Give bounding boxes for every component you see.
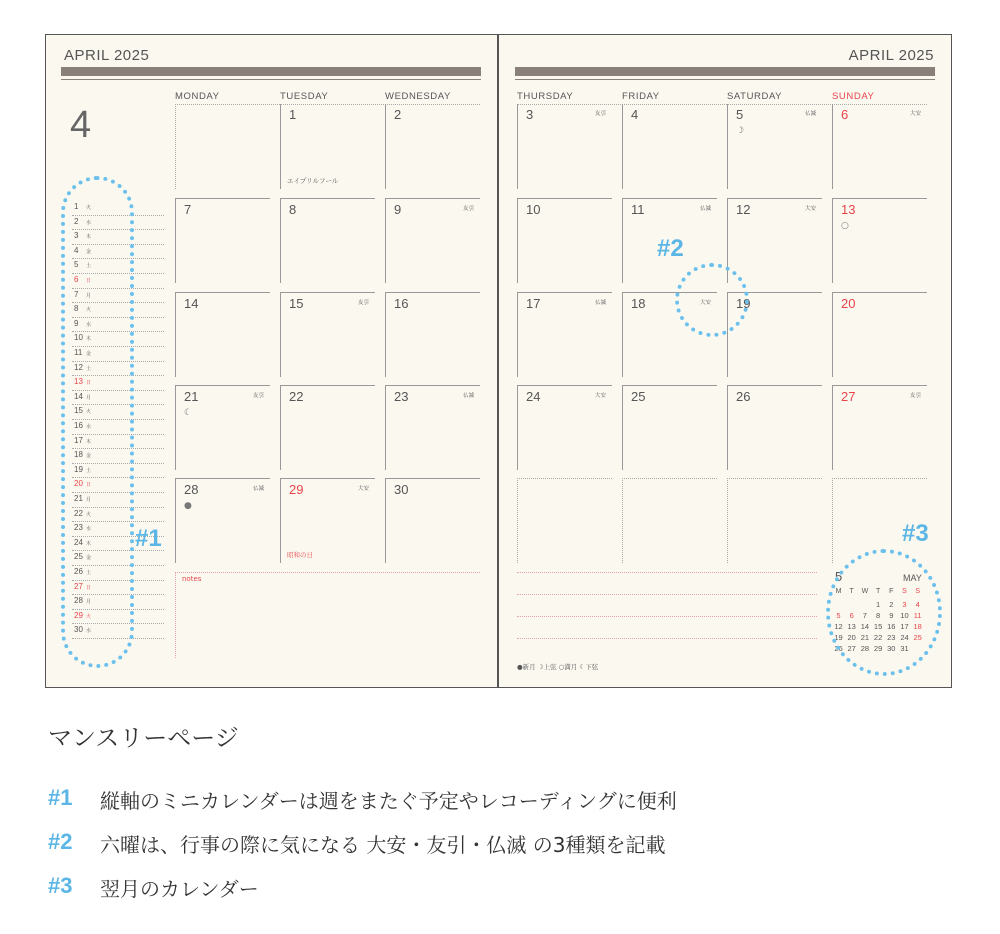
- day-number: 23: [394, 389, 409, 404]
- callout-ring-1: [61, 176, 134, 668]
- next-month-date: 9: [889, 611, 894, 620]
- day-number: 14: [184, 296, 199, 311]
- day-cell: [175, 292, 270, 377]
- day-cell: [175, 385, 270, 470]
- next-month-date: 30: [887, 644, 896, 653]
- notes-line-4: [517, 638, 817, 639]
- next-month-name: MAY: [903, 573, 922, 583]
- rokuyo-label: 大安: [357, 486, 369, 492]
- next-month-date: 10: [900, 611, 909, 620]
- next-month-date: 18: [913, 622, 922, 631]
- next-month-date: 27: [847, 644, 856, 653]
- day-number: 9: [394, 202, 402, 217]
- notes-label: notes: [182, 575, 202, 583]
- rokuyo-label: 仏滅: [594, 300, 606, 306]
- moon-phase-icon: ○: [841, 221, 849, 231]
- next-month-date: 23: [887, 633, 896, 642]
- mini-calendar-weekday: 水: [86, 628, 92, 635]
- next-month-date: 31: [900, 644, 909, 653]
- next-month-date: 5: [836, 611, 841, 620]
- mini-calendar-date: 4: [74, 245, 79, 255]
- day-number: 8: [289, 202, 297, 217]
- mini-calendar-weekday: 火: [86, 511, 92, 518]
- day-number: 26: [736, 389, 751, 404]
- mini-calendar-date: 9: [74, 318, 79, 328]
- mini-calendar-weekday: 水: [86, 321, 92, 328]
- weekday-monday: MONDAY: [175, 91, 220, 102]
- day-cell: [175, 478, 270, 563]
- next-month-dow: W: [861, 588, 869, 595]
- mini-calendar-date: 24: [74, 537, 83, 547]
- weekday-tuesday: TUESDAY: [280, 91, 329, 102]
- callout-ring-2: [675, 263, 749, 337]
- day-number: 15: [289, 296, 304, 311]
- mini-calendar-date: 1: [74, 202, 79, 211]
- day-cell: [175, 198, 270, 283]
- day-cell: [727, 198, 822, 283]
- day-cell: [385, 292, 480, 377]
- next-month-date: 14: [860, 622, 870, 631]
- mini-calendar-date: 21: [74, 494, 83, 503]
- feature-2-number: #2: [48, 829, 73, 854]
- next-month-dow: S: [915, 588, 921, 595]
- mini-calendar-weekday: 日: [86, 380, 92, 387]
- day-cell: [280, 385, 375, 470]
- day-cell: [385, 198, 480, 283]
- mini-calendar-weekday: 日: [86, 278, 92, 284]
- weekday-saturday: SATURDAY: [727, 91, 783, 102]
- day-cell: [385, 104, 480, 189]
- header-rule-left: [61, 79, 481, 80]
- day-number: 30: [394, 482, 409, 497]
- day-cell: [175, 104, 270, 189]
- callout-label-3: #3: [902, 520, 929, 547]
- day-number: 12: [736, 202, 751, 217]
- notes-line-3: [517, 616, 817, 617]
- next-month-date: 6: [849, 611, 854, 620]
- day-event-note: エイプリルフール: [287, 177, 339, 185]
- feature-3-text: 翌月のカレンダー: [100, 877, 259, 901]
- mini-calendar-weekday: 土: [86, 263, 92, 270]
- next-month-date: 19: [834, 633, 843, 642]
- rokuyo-label: 友引: [462, 206, 474, 212]
- next-month-date: 25: [913, 633, 922, 642]
- day-cell: [832, 385, 927, 470]
- mini-calendar-weekday: 木: [86, 438, 92, 445]
- day-number: 4: [631, 107, 639, 122]
- mini-calendar-date: 22: [74, 508, 83, 518]
- day-cell: [385, 385, 480, 470]
- next-month-date: 29: [873, 644, 883, 653]
- day-cell: [622, 478, 717, 563]
- day-cell: [727, 104, 822, 189]
- mini-calendar-weekday: 火: [86, 409, 92, 416]
- next-month-date: 22: [873, 633, 883, 642]
- next-month-date: 7: [862, 611, 867, 620]
- header-bar-left: [61, 67, 481, 76]
- mini-calendar-weekday: 土: [86, 467, 92, 474]
- rokuyo-label: 友引: [909, 393, 921, 399]
- day-number: 21: [184, 389, 199, 404]
- mini-calendar-date: 23: [74, 523, 83, 533]
- day-cell: [727, 478, 822, 563]
- mini-calendar-date: 14: [74, 391, 83, 401]
- mini-calendar-date: 19: [74, 464, 83, 474]
- callout-label-1: #1: [135, 525, 162, 552]
- day-cell: [727, 385, 822, 470]
- callout-ring-3: [826, 549, 942, 676]
- next-month-date: 24: [900, 633, 909, 642]
- mini-calendar-date: 7: [74, 289, 79, 299]
- mini-calendar-weekday: 土: [86, 570, 92, 576]
- next-month-number: 5: [835, 569, 843, 584]
- mini-calendar-weekday: 土: [86, 365, 92, 372]
- day-number: 6: [841, 107, 849, 122]
- mini-calendar-date: 3: [74, 231, 79, 241]
- day-number: 11: [631, 202, 645, 217]
- next-month-date: 4: [915, 600, 920, 609]
- moon-phase-icon: ●: [184, 501, 192, 511]
- next-month-date: 8: [876, 611, 881, 620]
- mini-calendar-date: 26: [74, 567, 83, 576]
- day-cell: [280, 478, 375, 563]
- day-number: 29: [289, 482, 304, 497]
- next-month-dow: M: [835, 588, 842, 595]
- rokuyo-label: 大安: [594, 393, 606, 399]
- moon-phase-icon: ☽: [736, 126, 745, 136]
- next-month-date: 3: [902, 600, 907, 609]
- day-cell: [385, 478, 480, 563]
- day-cell: [280, 292, 375, 377]
- next-month-date: 16: [887, 622, 896, 631]
- day-number: 17: [526, 296, 541, 311]
- mini-calendar-weekday: 月: [86, 599, 92, 606]
- next-month-date: 1: [876, 600, 881, 609]
- day-cell: [622, 385, 717, 470]
- next-month-date: 17: [900, 622, 909, 631]
- rokuyo-label: 大安: [909, 111, 921, 117]
- next-month-dow: T: [875, 588, 881, 595]
- mini-calendar-weekday: 火: [86, 613, 92, 620]
- rokuyo-label: 仏滅: [462, 393, 474, 399]
- day-number: 5: [736, 107, 744, 122]
- moon-phase-icon: ☾: [184, 408, 193, 418]
- mini-calendar-weekday: 火: [86, 205, 92, 211]
- day-number: 24: [526, 389, 541, 404]
- mini-calendar-date: 25: [74, 552, 83, 562]
- mini-calendar-weekday: 月: [86, 497, 92, 503]
- day-cell: [280, 198, 375, 283]
- notes-line-1: [517, 572, 817, 573]
- day-number: 13: [841, 202, 856, 217]
- day-cell: [517, 104, 612, 189]
- mini-calendar-date: 20: [74, 479, 83, 489]
- mini-calendar-weekday: 金: [86, 453, 92, 460]
- mini-calendar-weekday: 日: [86, 584, 92, 591]
- mini-calendar-date: 13: [74, 377, 83, 387]
- rokuyo-label: 友引: [594, 111, 606, 117]
- next-month-dow: F: [889, 588, 894, 595]
- day-cell: [280, 104, 375, 189]
- month-number: 4: [70, 104, 92, 146]
- mini-calendar-weekday: 金: [86, 248, 92, 255]
- day-cell: [517, 478, 612, 563]
- mini-calendar-weekday: 月: [86, 292, 92, 299]
- mini-calendar-date: 30: [74, 625, 83, 635]
- rokuyo-label: 仏滅: [699, 206, 711, 212]
- day-cell: [622, 104, 717, 189]
- weekday-sunday: SUNDAY: [832, 91, 875, 102]
- mini-calendar-weekday: 金: [86, 555, 92, 562]
- mini-calendar-date: 27: [74, 581, 83, 591]
- day-number: 25: [631, 389, 646, 404]
- mini-calendar-weekday: 火: [86, 307, 92, 314]
- mini-calendar-weekday: 月: [86, 394, 92, 401]
- header-rule-right: [515, 79, 935, 80]
- weekday-wednesday: WEDNESDAY: [385, 91, 451, 102]
- mini-calendar-date: 17: [74, 435, 83, 445]
- day-cell: [832, 104, 927, 189]
- month-title-right: APRIL 2025: [848, 47, 934, 64]
- notes-line-2: [517, 594, 817, 595]
- mini-calendar-date: 16: [74, 421, 83, 430]
- feature-2-text: 六曜は、行事の際に気になる 大安・友引・仏滅 の3種類を記載: [100, 833, 666, 857]
- feature-1-number: #1: [48, 785, 73, 810]
- mini-calendar-weekday: 木: [86, 234, 92, 241]
- mini-calendar-date: 10: [74, 333, 83, 343]
- header-bar-right: [515, 67, 935, 76]
- day-cell: [517, 198, 612, 283]
- next-month-date: 26: [834, 644, 843, 653]
- rokuyo-label: 仏滅: [252, 486, 264, 492]
- mini-calendar-weekday: 木: [86, 540, 92, 547]
- day-number: 19: [736, 296, 751, 311]
- moon-phase-legend: ●新月 ☽上弦 ○満月 ☾下弦: [517, 663, 599, 671]
- day-number: 28: [184, 482, 199, 497]
- mini-calendar-date: 6: [74, 275, 79, 284]
- day-number: 16: [394, 296, 409, 311]
- mini-calendar-date: 12: [74, 362, 83, 372]
- next-month-dow: S: [902, 588, 907, 595]
- day-number: 18: [631, 296, 646, 311]
- rokuyo-label: 友引: [252, 393, 264, 399]
- callout-label-2: #2: [657, 235, 684, 262]
- mini-calendar-date: 11: [74, 348, 83, 357]
- day-number: 3: [526, 107, 534, 122]
- day-number: 1: [289, 107, 297, 122]
- mini-calendar-weekday: 日: [86, 482, 92, 489]
- feature-1-text: 縦軸のミニカレンダーは週をまたぐ予定やレコーディングに便利: [100, 789, 677, 813]
- mini-calendar-weekday: 水: [86, 526, 92, 533]
- notes-rule-top: [175, 572, 480, 573]
- next-month-date: 15: [873, 622, 883, 631]
- day-number: 2: [394, 107, 402, 122]
- mini-calendar-weekday: 木: [86, 336, 92, 343]
- day-number: 20: [841, 296, 856, 311]
- feature-3-number: #3: [48, 873, 73, 898]
- rokuyo-label: 友引: [357, 300, 369, 306]
- mini-calendar-date: 29: [74, 610, 83, 620]
- notes-rule-side: [175, 572, 176, 658]
- weekday-thursday: THURSDAY: [517, 91, 574, 102]
- day-number: 22: [289, 389, 304, 404]
- next-month-dow: T: [849, 588, 854, 595]
- mini-calendar-date: 2: [74, 216, 79, 226]
- mini-calendar-date: 15: [74, 406, 83, 416]
- next-month-date: 2: [889, 600, 894, 609]
- day-cell: [832, 198, 927, 283]
- mini-calendar-weekday: 水: [86, 219, 92, 226]
- mini-calendar-weekday: 金: [86, 351, 92, 357]
- month-title-left: APRIL 2025: [64, 47, 150, 64]
- rokuyo-label: 大安: [699, 300, 711, 306]
- mini-calendar-date: 8: [74, 304, 79, 314]
- page-caption: マンスリーページ: [48, 724, 239, 752]
- next-month-date: 20: [847, 633, 856, 642]
- day-event-note: 昭和の日: [287, 551, 313, 559]
- day-number: 10: [526, 202, 541, 217]
- planner-spine: [497, 34, 499, 688]
- mini-calendar-weekday: 水: [86, 424, 92, 430]
- day-number: 27: [841, 389, 856, 404]
- day-cell: [832, 292, 927, 377]
- day-cell: [517, 385, 612, 470]
- next-month-date: 12: [834, 622, 843, 631]
- mini-calendar-date: 5: [74, 260, 79, 270]
- weekday-friday: FRIDAY: [622, 91, 660, 102]
- next-month-date: 28: [860, 644, 870, 653]
- next-month-date: 21: [860, 633, 870, 642]
- day-number: 7: [184, 202, 192, 217]
- next-month-date: 13: [847, 622, 856, 631]
- next-month-date: 11: [913, 611, 922, 620]
- day-cell: [517, 292, 612, 377]
- mini-calendar-date: 18: [74, 450, 83, 460]
- rokuyo-label: 大安: [804, 206, 816, 212]
- rokuyo-label: 仏滅: [804, 111, 816, 117]
- mini-calendar-date: 28: [74, 596, 83, 606]
